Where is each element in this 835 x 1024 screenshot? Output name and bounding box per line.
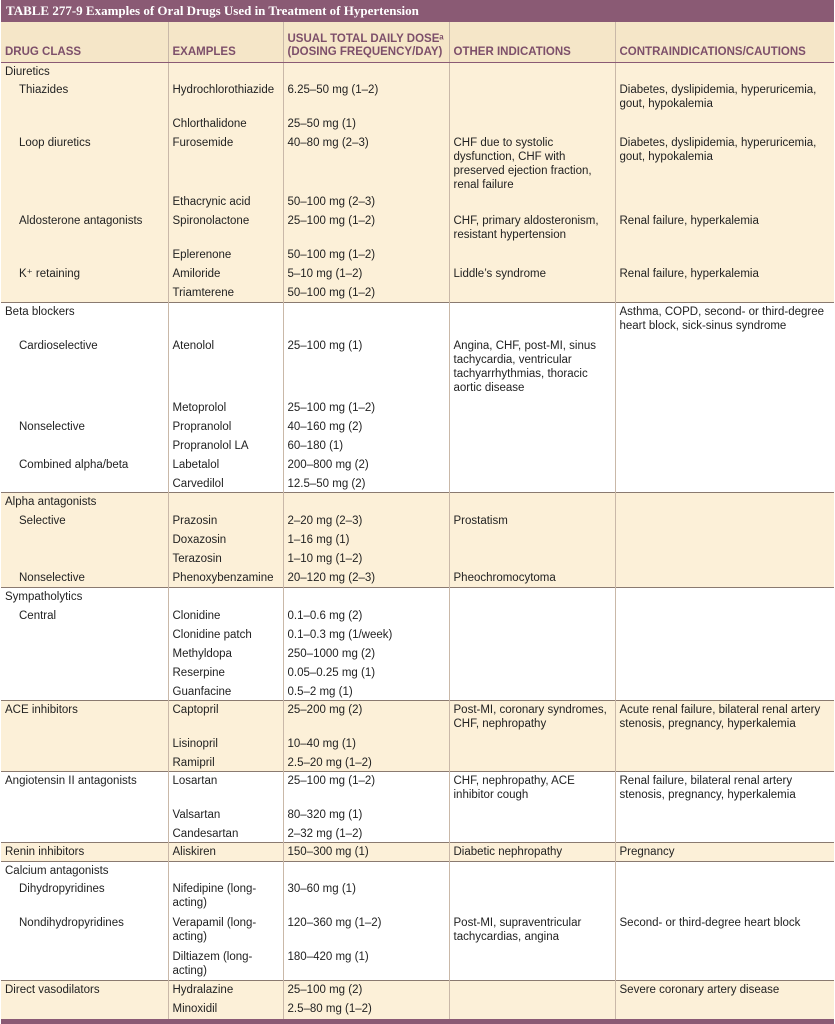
dose-cell: 10–40 mg (1) xyxy=(283,735,449,754)
dose-cell: 50–100 mg (2–3) xyxy=(283,193,449,212)
indications-cell: Post-MI, supraventricular tachycardias, angina xyxy=(449,914,615,948)
dose-cell: 2.5–20 mg (1–2) xyxy=(283,754,449,772)
table-row xyxy=(1,880,834,914)
indications-cell xyxy=(449,63,615,81)
indications-cell xyxy=(449,550,615,569)
dose-cell: 2.5–80 mg (1–2) xyxy=(283,1000,449,1019)
drug-class-cell: Alpha antagonists xyxy=(1,493,168,512)
table-row xyxy=(1,772,834,806)
header-row xyxy=(1,22,834,63)
indications-cell xyxy=(449,948,615,981)
indications-cell xyxy=(449,493,615,512)
example-cell: Spironolactone xyxy=(168,212,283,246)
contraindications-cell xyxy=(615,806,834,825)
dose-cell: 80–320 mg (1) xyxy=(283,806,449,825)
contraindications-cell xyxy=(615,862,834,880)
table-row xyxy=(1,683,834,701)
contraindications-cell xyxy=(615,456,834,475)
drug-class-cell: Calcium antagonists xyxy=(1,862,168,880)
drug-class-cell xyxy=(1,825,168,843)
indications-cell xyxy=(449,754,615,772)
contraindications-cell: Severe coronary artery disease xyxy=(615,981,834,1000)
table-row xyxy=(1,456,834,475)
contraindications-cell xyxy=(615,626,834,645)
drug-class-cell xyxy=(1,246,168,265)
dose-cell: 50–100 mg (1–2) xyxy=(283,284,449,303)
example-cell xyxy=(168,493,283,512)
table-row xyxy=(1,806,834,825)
contraindications-cell xyxy=(615,880,834,914)
contraindications-cell xyxy=(615,531,834,550)
table-row xyxy=(1,399,834,418)
table-row xyxy=(1,914,834,948)
dose-cell xyxy=(283,493,449,512)
table-row xyxy=(1,418,834,437)
contraindications-cell xyxy=(615,683,834,701)
table-row xyxy=(1,475,834,493)
indications-cell xyxy=(449,246,615,265)
indications-cell xyxy=(449,399,615,418)
indications-cell xyxy=(449,645,615,664)
drug-class-cell: Angiotensin II antagonists xyxy=(1,772,168,806)
example-cell: Guanfacine xyxy=(168,683,283,701)
contraindications-cell xyxy=(615,569,834,588)
dose-cell: 25–100 mg (2) xyxy=(283,981,449,1000)
drug-group xyxy=(1,303,834,493)
table-row xyxy=(1,948,834,981)
indications-cell xyxy=(449,607,615,626)
example-cell: Labetalol xyxy=(168,456,283,475)
example-cell: Lisinopril xyxy=(168,735,283,754)
indications-cell: CHF due to systolic dysfunction, CHF with preserved ejection fraction, renal failure xyxy=(449,134,615,193)
drug-class-cell xyxy=(1,806,168,825)
indications-cell xyxy=(449,981,615,1000)
contraindications-cell xyxy=(615,246,834,265)
table-row xyxy=(1,193,834,212)
drug-group xyxy=(1,63,834,303)
contraindications-cell xyxy=(615,63,834,81)
table-row xyxy=(1,531,834,550)
drug-class-cell: Nonselective xyxy=(1,418,168,437)
indications-cell xyxy=(449,862,615,880)
dose-cell: 20–120 mg (2–3) xyxy=(283,569,449,588)
drug-class-cell: Aldosterone antagonists xyxy=(1,212,168,246)
example-cell: Losartan xyxy=(168,772,283,806)
dose-cell: 25–100 mg (1–2) xyxy=(283,212,449,246)
indications-cell xyxy=(449,475,615,493)
drug-group xyxy=(1,981,834,1019)
contraindications-cell xyxy=(615,115,834,134)
drug-class-cell: Loop diuretics xyxy=(1,134,168,193)
indications-cell xyxy=(449,115,615,134)
table-row xyxy=(1,265,834,284)
example-cell: Phenoxybenzamine xyxy=(168,569,283,588)
table-row xyxy=(1,134,834,193)
drug-class-cell: Renin inhibitors xyxy=(1,843,168,862)
indications-cell xyxy=(449,193,615,212)
contraindications-cell: Renal failure, hyperkalemia xyxy=(615,212,834,246)
drug-class-cell xyxy=(1,1000,168,1019)
contraindications-cell xyxy=(615,475,834,493)
example-cell xyxy=(168,303,283,337)
example-cell: Nifedipine (long-acting) xyxy=(168,880,283,914)
dose-cell: 60–180 (1) xyxy=(283,437,449,456)
contraindications-cell: Pregnancy xyxy=(615,843,834,862)
table-row xyxy=(1,735,834,754)
example-cell: Ramipril xyxy=(168,754,283,772)
table-row xyxy=(1,512,834,531)
header-contraindications: CONTRAINDICATIONS/CAUTIONS xyxy=(615,22,834,63)
header-dose-line2: (DOSING FREQUENCY/DAY) xyxy=(287,46,443,58)
contraindications-cell xyxy=(615,493,834,512)
drug-class-cell xyxy=(1,193,168,212)
drug-group xyxy=(1,862,834,981)
example-cell: Candesartan xyxy=(168,825,283,843)
contraindications-cell: Diabetes, dyslipidemia, hyperuricemia, gout, hypokalemia xyxy=(615,134,834,193)
drug-class-cell xyxy=(1,475,168,493)
example-cell: Diltiazem (long-acting) xyxy=(168,948,283,981)
indications-cell: Angina, CHF, post-MI, sinus tachycardia, ventricular tachyarrhythmias, thoracic aortic disease xyxy=(449,337,615,399)
table-row xyxy=(1,437,834,456)
drug-class-cell: Nondihydropyridines xyxy=(1,914,168,948)
table-row xyxy=(1,981,834,1000)
dose-cell: 150–300 mg (1) xyxy=(283,843,449,862)
dose-cell: 1–16 mg (1) xyxy=(283,531,449,550)
dose-cell: 2–20 mg (2–3) xyxy=(283,512,449,531)
contraindications-cell xyxy=(615,437,834,456)
dose-cell xyxy=(283,862,449,880)
bottom-rule xyxy=(1,1019,834,1024)
contraindications-cell: Diabetes, dyslipidemia, hyperuricemia, gout, hypokalemia xyxy=(615,81,834,115)
drug-class-cell: K⁺ retaining xyxy=(1,265,168,284)
example-cell: Chlorthalidone xyxy=(168,115,283,134)
example-cell: Methyldopa xyxy=(168,645,283,664)
indications-cell: Diabetic nephropathy xyxy=(449,843,615,862)
table-row xyxy=(1,645,834,664)
contraindications-cell xyxy=(615,664,834,683)
contraindications-cell xyxy=(615,754,834,772)
drug-class-cell: Dihydropyridines xyxy=(1,880,168,914)
table-row xyxy=(1,588,834,607)
example-cell: Carvedilol xyxy=(168,475,283,493)
drug-class-cell: Thiazides xyxy=(1,81,168,115)
indications-cell xyxy=(449,825,615,843)
drug-class-cell xyxy=(1,664,168,683)
contraindications-cell: Asthma, COPD, second- or third-degree heart block, sick-sinus syndrome xyxy=(615,303,834,337)
contraindications-cell xyxy=(615,337,834,399)
dose-cell xyxy=(283,63,449,81)
drug-class-cell: ACE inhibitors xyxy=(1,701,168,735)
dose-cell: 120–360 mg (1–2) xyxy=(283,914,449,948)
dose-cell: 25–50 mg (1) xyxy=(283,115,449,134)
table-row xyxy=(1,246,834,265)
indications-cell xyxy=(449,437,615,456)
drug-class-cell xyxy=(1,437,168,456)
drug-class-cell xyxy=(1,115,168,134)
dose-cell: 40–80 mg (2–3) xyxy=(283,134,449,193)
table-row xyxy=(1,212,834,246)
contraindications-cell xyxy=(615,550,834,569)
example-cell xyxy=(168,862,283,880)
contraindications-cell xyxy=(615,588,834,607)
table-row xyxy=(1,701,834,735)
dose-cell: 40–160 mg (2) xyxy=(283,418,449,437)
table-row xyxy=(1,115,834,134)
contraindications-cell: Renal failure, hyperkalemia xyxy=(615,265,834,284)
dose-cell: 50–100 mg (1–2) xyxy=(283,246,449,265)
example-cell: Verapamil (long-acting) xyxy=(168,914,283,948)
example-cell: Terazosin xyxy=(168,550,283,569)
table-row xyxy=(1,284,834,303)
drug-class-cell: Diuretics xyxy=(1,63,168,81)
dose-cell: 30–60 mg (1) xyxy=(283,880,449,914)
indications-cell xyxy=(449,626,615,645)
dose-cell: 0.05–0.25 mg (1) xyxy=(283,664,449,683)
drug-class-cell: Direct vasodilators xyxy=(1,981,168,1000)
example-cell: Amiloride xyxy=(168,265,283,284)
table-row xyxy=(1,303,834,337)
drug-class-cell xyxy=(1,626,168,645)
drug-class-cell xyxy=(1,550,168,569)
indications-cell: Post-MI, coronary syndromes, CHF, nephropathy xyxy=(449,701,615,735)
dose-cell: 2–32 mg (1–2) xyxy=(283,825,449,843)
dose-cell: 180–420 mg (1) xyxy=(283,948,449,981)
example-cell: Clonidine xyxy=(168,607,283,626)
indications-cell: Liddle’s syndrome xyxy=(449,265,615,284)
indications-cell xyxy=(449,806,615,825)
example-cell: Furosemide xyxy=(168,134,283,193)
indications-cell xyxy=(449,735,615,754)
dose-cell: 1–10 mg (1–2) xyxy=(283,550,449,569)
header-examples: EXAMPLES xyxy=(168,22,283,63)
example-cell: Prazosin xyxy=(168,512,283,531)
indications-cell: CHF, nephropathy, ACE inhibitor cough xyxy=(449,772,615,806)
contraindications-cell: Acute renal failure, bilateral renal artery stenosis, pregnancy, hyperkalemia xyxy=(615,701,834,735)
contraindications-cell: Second- or third-degree heart block xyxy=(615,914,834,948)
drug-group xyxy=(1,588,834,701)
indications-cell xyxy=(449,588,615,607)
drug-group xyxy=(1,701,834,772)
drug-class-cell: Combined alpha/beta xyxy=(1,456,168,475)
example-cell: Doxazosin xyxy=(168,531,283,550)
indications-cell xyxy=(449,683,615,701)
contraindications-cell xyxy=(615,399,834,418)
dose-cell: 25–200 mg (2) xyxy=(283,701,449,735)
drug-class-cell xyxy=(1,735,168,754)
drug-table xyxy=(1,22,834,1019)
drug-class-cell xyxy=(1,645,168,664)
example-cell: Eplerenone xyxy=(168,246,283,265)
dose-cell: 25–100 mg (1–2) xyxy=(283,399,449,418)
example-cell: Hydralazine xyxy=(168,981,283,1000)
table-row xyxy=(1,862,834,880)
table-row xyxy=(1,81,834,115)
example-cell: Metoprolol xyxy=(168,399,283,418)
dose-cell: 6.25–50 mg (1–2) xyxy=(283,81,449,115)
table-row xyxy=(1,626,834,645)
drug-class-cell xyxy=(1,531,168,550)
indications-cell xyxy=(449,456,615,475)
table-row xyxy=(1,337,834,399)
indications-cell xyxy=(449,303,615,337)
drug-class-cell: Selective xyxy=(1,512,168,531)
example-cell: Propranolol LA xyxy=(168,437,283,456)
example-cell: Triamterene xyxy=(168,284,283,303)
drug-class-cell xyxy=(1,683,168,701)
contraindications-cell xyxy=(615,418,834,437)
contraindications-cell xyxy=(615,284,834,303)
contraindications-cell xyxy=(615,607,834,626)
dose-cell xyxy=(283,303,449,337)
example-cell: Valsartan xyxy=(168,806,283,825)
table-row xyxy=(1,569,834,588)
table-row xyxy=(1,550,834,569)
example-cell: Minoxidil xyxy=(168,1000,283,1019)
contraindications-cell xyxy=(615,825,834,843)
indications-cell xyxy=(449,880,615,914)
drug-class-cell xyxy=(1,399,168,418)
example-cell: Reserpine xyxy=(168,664,283,683)
indications-cell xyxy=(449,531,615,550)
drug-class-cell xyxy=(1,754,168,772)
drug-group xyxy=(1,772,834,843)
header-dose xyxy=(283,22,449,63)
drug-class-cell xyxy=(1,948,168,981)
contraindications-cell: Renal failure, bilateral renal artery stenosis, pregnancy, hyperkalemia xyxy=(615,772,834,806)
indications-cell: Prostatism xyxy=(449,512,615,531)
drug-class-cell: Sympatholytics xyxy=(1,588,168,607)
contraindications-cell xyxy=(615,735,834,754)
dose-cell: 0.5–2 mg (1) xyxy=(283,683,449,701)
dose-cell: 25–100 mg (1) xyxy=(283,337,449,399)
example-cell xyxy=(168,63,283,81)
header-drug-class: DRUG CLASS xyxy=(1,22,168,63)
header-other-indications: OTHER INDICATIONS xyxy=(449,22,615,63)
drug-class-cell xyxy=(1,284,168,303)
table-row xyxy=(1,825,834,843)
table-row xyxy=(1,1000,834,1019)
drug-class-cell: Cardioselective xyxy=(1,337,168,399)
drug-class-cell: Central xyxy=(1,607,168,626)
indications-cell xyxy=(449,1000,615,1019)
table-title: TABLE 277-9 Examples of Oral Drugs Used in Treatment of Hypertension xyxy=(1,0,834,22)
dose-cell: 250–1000 mg (2) xyxy=(283,645,449,664)
example-cell: Hydrochlorothiazide xyxy=(168,81,283,115)
table-row xyxy=(1,843,834,862)
indications-cell xyxy=(449,418,615,437)
drug-group xyxy=(1,493,834,588)
dose-cell: 0.1–0.3 mg (1/week) xyxy=(283,626,449,645)
dose-cell: 12.5–50 mg (2) xyxy=(283,475,449,493)
example-cell: Captopril xyxy=(168,701,283,735)
header-dose-line1: USUAL TOTAL DAILY DOSEᵃ xyxy=(287,33,444,45)
contraindications-cell xyxy=(615,1000,834,1019)
drug-class-cell: Nonselective xyxy=(1,569,168,588)
indications-cell xyxy=(449,664,615,683)
contraindications-cell xyxy=(615,193,834,212)
drug-group xyxy=(1,843,834,862)
example-cell: Ethacrynic acid xyxy=(168,193,283,212)
indications-cell xyxy=(449,284,615,303)
table-row xyxy=(1,664,834,683)
example-cell: Propranolol xyxy=(168,418,283,437)
contraindications-cell xyxy=(615,948,834,981)
table-row xyxy=(1,607,834,626)
indications-cell: CHF, primary aldosteronism, resistant hypertension xyxy=(449,212,615,246)
table-row xyxy=(1,493,834,512)
drug-class-cell: Beta blockers xyxy=(1,303,168,337)
indications-cell xyxy=(449,81,615,115)
table-row xyxy=(1,63,834,81)
dose-cell xyxy=(283,588,449,607)
dose-cell: 200–800 mg (2) xyxy=(283,456,449,475)
dose-cell: 25–100 mg (1–2) xyxy=(283,772,449,806)
example-cell: Aliskiren xyxy=(168,843,283,862)
dose-cell: 5–10 mg (1–2) xyxy=(283,265,449,284)
example-cell: Atenolol xyxy=(168,337,283,399)
contraindications-cell xyxy=(615,512,834,531)
example-cell xyxy=(168,588,283,607)
contraindications-cell xyxy=(615,645,834,664)
indications-cell: Pheochromocytoma xyxy=(449,569,615,588)
example-cell: Clonidine patch xyxy=(168,626,283,645)
table-row xyxy=(1,754,834,772)
dose-cell: 0.1–0.6 mg (2) xyxy=(283,607,449,626)
